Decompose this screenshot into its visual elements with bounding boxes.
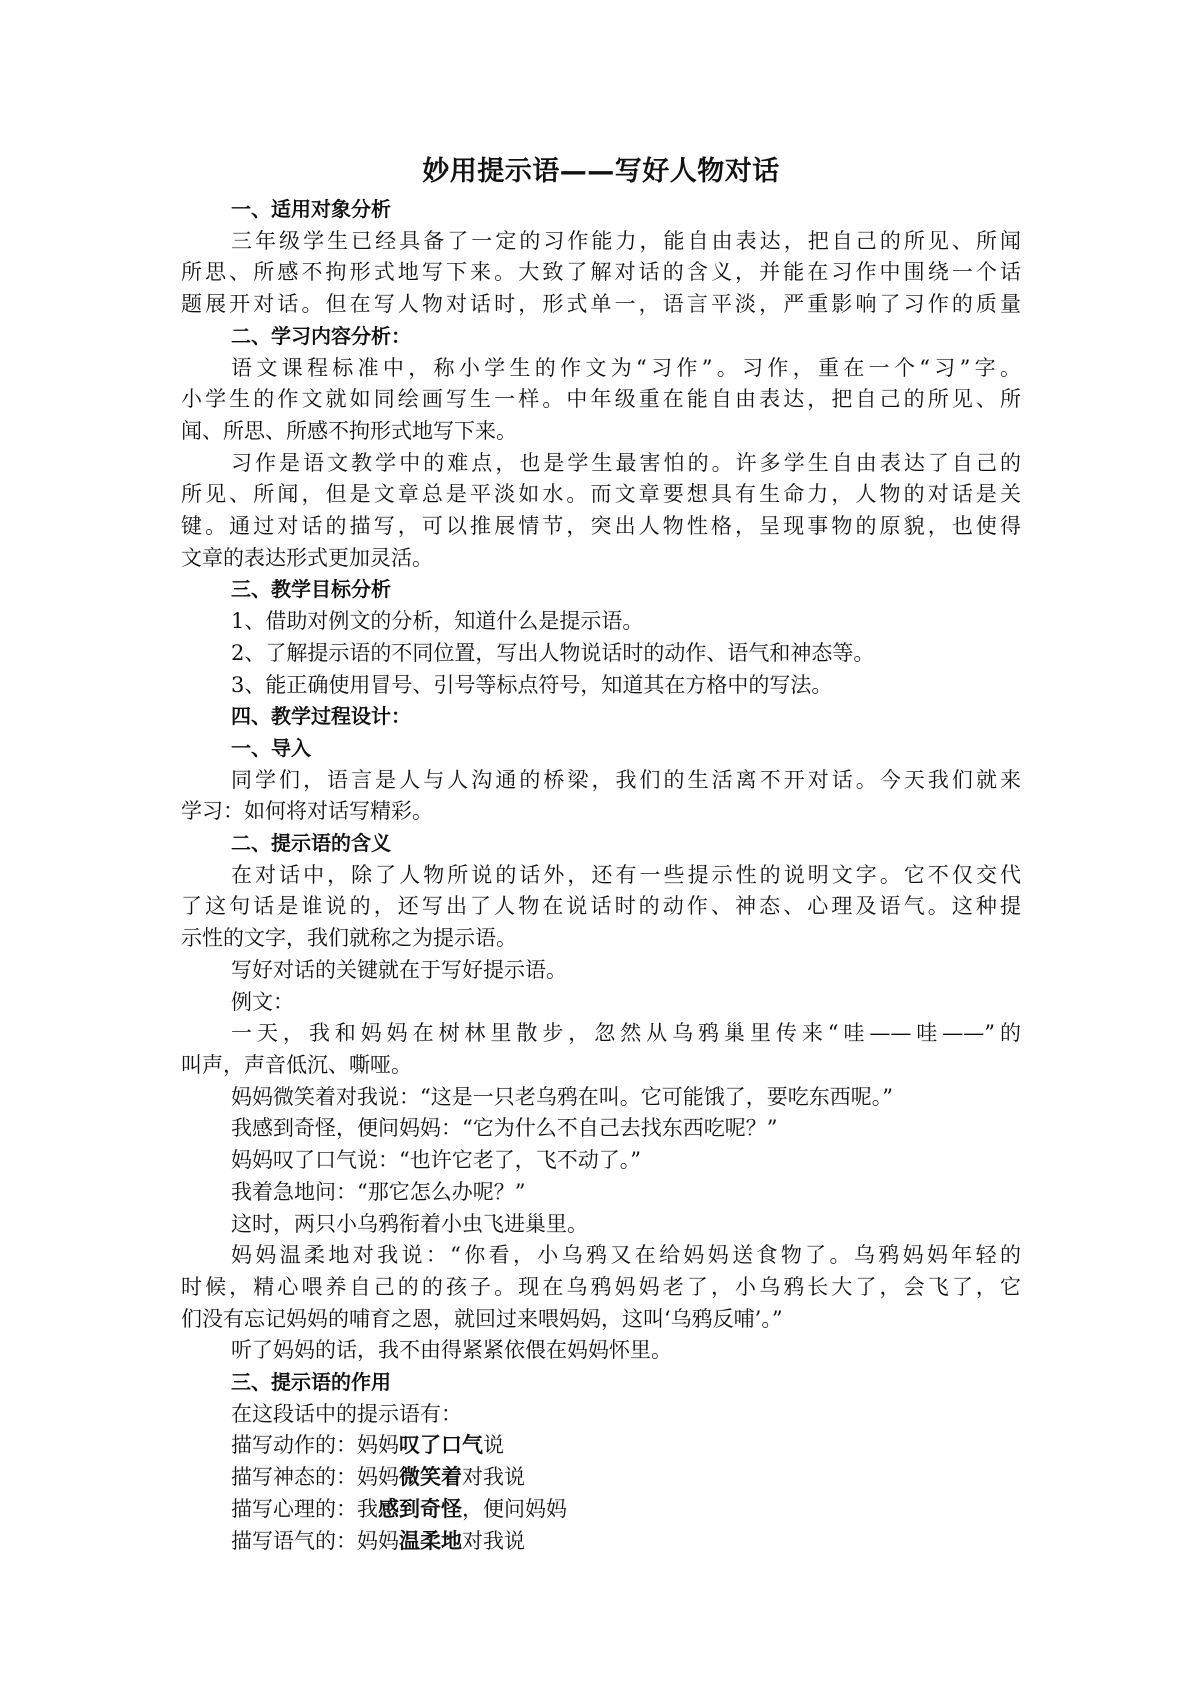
paragraph-line: 学习：如何将对话写精彩。 [181, 799, 433, 824]
paragraph-line: 在这段话中的提示语有： [231, 1401, 462, 1426]
section-heading-4: 四、教学过程设计： [231, 704, 411, 729]
subsection-heading-function: 三、提示语的作用 [231, 1370, 391, 1395]
paragraph-line: 题展开对话。但在写人物对话时，形式单一，语言平淡，严重影响了习作的质量 [181, 292, 1021, 317]
subsection-heading-meaning: 二、提示语的含义 [231, 831, 391, 856]
cue-example-action [181, 1430, 1021, 1462]
example-line: 妈妈微笑着对我说：“这是一只老乌鸦在叫。它可能饿了，要吃东西呢。” [231, 1084, 893, 1109]
document-body [181, 150, 1021, 1557]
cue-label: 描写神态的： [231, 1465, 357, 1490]
paragraph-line: 所思、所感不拘形式地写下来。大致了解对话的含义，并能在习作中围绕一个话 [181, 260, 1021, 285]
paragraph-line: 写好对话的关键就在于写好提示语。 [231, 957, 567, 982]
paragraph-line: 闻、所思、所感不拘形式地写下来。 [181, 418, 517, 443]
paragraph-line: 文章的表达形式更加灵活。 [181, 545, 433, 570]
cue-label: 描写动作的： [231, 1433, 357, 1458]
paragraph-line: 同学们，语言是人与人沟通的桥梁，我们的生活离不开对话。今天我们就来 [231, 767, 1021, 792]
example-line: 妈妈叹了口气说：“也许它老了，飞不动了。” [231, 1148, 641, 1173]
goal-item: 1、借助对例文的分析，知道什么是提示语。 [231, 609, 644, 634]
section-heading-1: 一、适用对象分析 [231, 197, 391, 221]
paragraph-line: 示性的文字，我们就称之为提示语。 [181, 926, 517, 951]
paragraph-line: 键。通过对话的描写，可以推展情节，突出人物性格，呈现事物的原貌，也使得 [181, 514, 1021, 539]
cue-highlight: 叹了口气 [399, 1433, 483, 1458]
example-line: 听了妈妈的话，我不由得紧紧依偎在妈妈怀里。 [231, 1338, 672, 1363]
paragraph-line: 三年级学生已经具备了一定的习作能力，能自由表达，把自己的所见、所闻 [231, 228, 1021, 253]
cue-text: 我 [357, 1496, 378, 1521]
cue-text: 对我说 [462, 1465, 525, 1490]
cue-text: 说 [483, 1433, 504, 1458]
example-line: 时候，精心喂养自己的的孩子。现在乌鸦妈妈老了，小乌鸦长大了，会飞了，它 [181, 1274, 1021, 1299]
cue-text: 妈妈 [357, 1433, 399, 1458]
cue-text: 妈妈 [357, 1528, 399, 1553]
section-heading-2: 二、学习内容分析： [231, 323, 411, 348]
example-line: 们没有忘记妈妈的哺育之恩，就回过来喂妈妈，这叫‘乌鸦反哺’。” [181, 1306, 783, 1331]
paragraph-line: 语文课程标准中，称小学生的作文为“习作”。习作，重在一个“习”字。 [231, 355, 1021, 380]
paragraph-line: 在对话中，除了人物所说的话外，还有一些提示性的说明文字。它不仅交代 [231, 862, 1021, 887]
paragraph-line: 了这句话是谁说的，还写出了人物在说话时的动作、神态、心理及语气。这种提 [181, 894, 1021, 919]
example-line: 我感到奇怪，便问妈妈：“它为什么不自己去找东西吃呢？” [231, 1116, 778, 1141]
cue-example-psychology [181, 1494, 1021, 1526]
cue-highlight: 温柔地 [399, 1528, 462, 1553]
cue-highlight: 感到奇怪 [378, 1496, 462, 1521]
cue-example-expression [181, 1462, 1021, 1494]
example-line: 这时，两只小乌鸦衔着小虫飞进巢里。 [231, 1211, 588, 1236]
cue-text: ，便问妈妈 [462, 1496, 567, 1521]
example-line: 叫声，声音低沉、嘶哑。 [181, 1052, 412, 1077]
section-heading-3: 三、教学目标分析 [231, 577, 391, 602]
example-label: 例文： [231, 989, 294, 1014]
cue-highlight: 微笑着 [399, 1465, 462, 1490]
cue-example-tone [181, 1526, 1021, 1558]
paragraph-line: 所见、所闻，但是文章总是平淡如水。而文章要想具有生命力，人物的对话是关 [181, 482, 1021, 507]
paragraph-line: 小学生的作文就如同绘画写生一样。中年级重在能自由表达，把自己的所见、所 [181, 387, 1021, 412]
example-line: 我着急地问：“那它怎么办呢？” [231, 1179, 526, 1204]
cue-text: 对我说 [462, 1528, 525, 1553]
goal-item: 3、能正确使用冒号、引号等标点符号，知道其在方格中的写法。 [231, 672, 833, 697]
cue-label: 描写心理的： [231, 1496, 357, 1521]
example-line: 妈妈温柔地对我说：“你看，小乌鸦又在给妈妈送食物了。乌鸦妈妈年轻的 [231, 1243, 1021, 1268]
goal-item: 2、了解提示语的不同位置，写出人物说话时的动作、语气和神态等。 [231, 640, 875, 665]
example-line: 一天，我和妈妈在树林里散步，忽然从乌鸦巢里传来“哇——哇——”的 [231, 1021, 1021, 1046]
cue-text: 妈妈 [357, 1465, 399, 1490]
subsection-heading-intro: 一、导入 [231, 735, 311, 760]
document-title: 妙用提示语——写好人物对话 [422, 156, 780, 187]
cue-label: 描写语气的： [231, 1528, 357, 1553]
paragraph-line: 习作是语文教学中的难点，也是学生最害怕的。许多学生自由表达了自己的 [231, 450, 1021, 475]
